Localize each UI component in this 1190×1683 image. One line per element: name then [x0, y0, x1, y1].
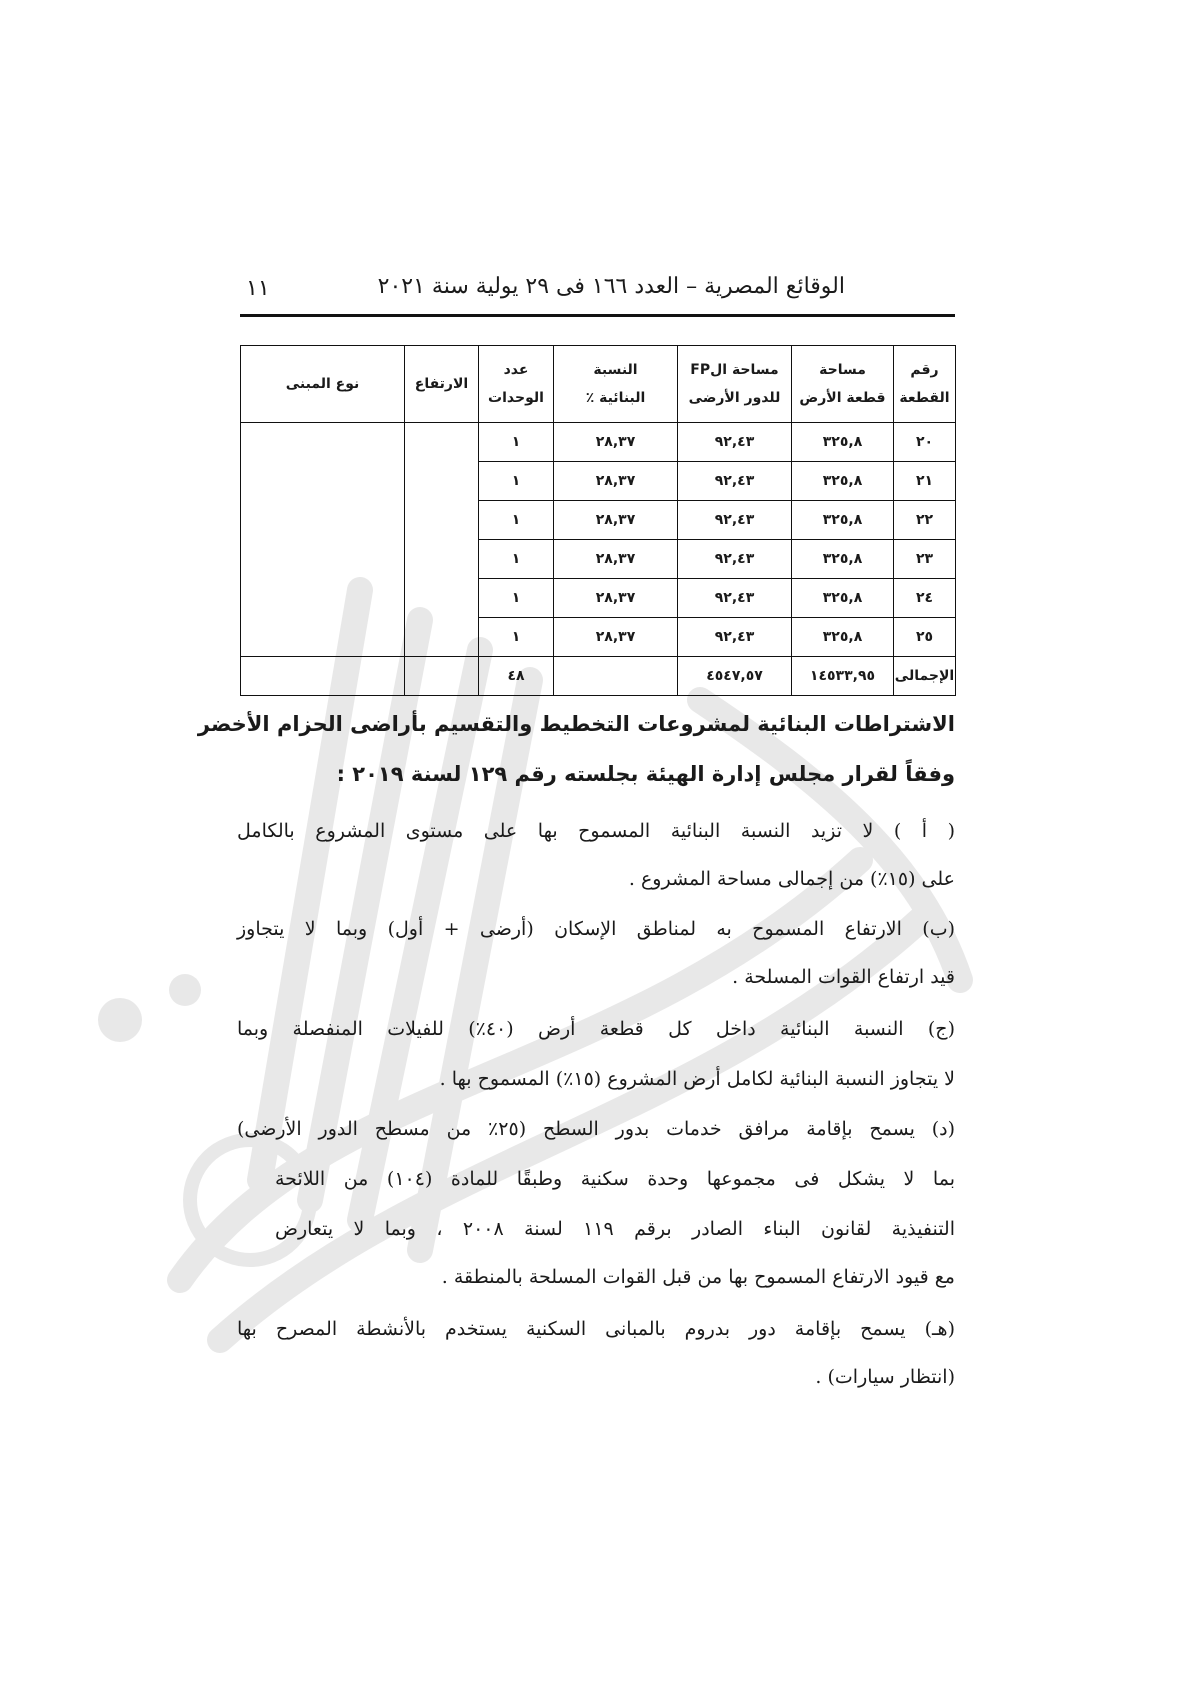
col-header-ratio: النسبة البنائية ٪	[554, 346, 678, 423]
cell-plot: ٢٣	[894, 540, 956, 579]
cell-ratio: ٢٨,٣٧	[554, 462, 678, 501]
total-label: الإجمالى	[894, 657, 956, 696]
cell-plot: ٢١	[894, 462, 956, 501]
cell-units: ١	[479, 423, 554, 462]
total-type	[241, 657, 405, 696]
cell-plot: ٢٠	[894, 423, 956, 462]
cell-area: ٣٢٥,٨	[792, 540, 894, 579]
cell-area: ٣٢٥,٨	[792, 462, 894, 501]
total-fp: ٤٥٤٧,٥٧	[678, 657, 792, 696]
cell-ratio: ٢٨,٣٧	[554, 540, 678, 579]
col-header-building-type: نوع المبنى	[241, 346, 405, 423]
cell-ratio: ٢٨,٣٧	[554, 501, 678, 540]
cell-fp: ٩٢,٤٣	[678, 540, 792, 579]
cell-units: ١	[479, 462, 554, 501]
cell-ratio: ٢٨,٣٧	[554, 618, 678, 657]
cell-type-merged	[241, 423, 405, 657]
col-header-fp: مساحة الFP للدور الأرضى	[678, 346, 792, 423]
cell-fp: ٩٢,٤٣	[678, 462, 792, 501]
cell-fp: ٩٢,٤٣	[678, 501, 792, 540]
gazette-title: الوقائع المصرية – العدد ١٦٦ فى ٢٩ يولية سنة ٢٠٢١	[377, 274, 845, 299]
table-header-row	[241, 346, 956, 423]
section-heading-line2: وفقاً لقرار مجلس إدارة الهيئة بجلسته رقم ١٢٩ لسنة ٢٠١٩ :	[336, 762, 955, 786]
total-ratio	[554, 657, 678, 696]
cell-area: ٣٢٥,٨	[792, 618, 894, 657]
page-number: ١١	[246, 276, 270, 301]
cell-height-merged	[405, 423, 479, 657]
table-total-row	[241, 657, 956, 696]
col-header-plot: رقم القطعة	[894, 346, 956, 423]
cell-area: ٣٢٥,٨	[792, 579, 894, 618]
cell-area: ٣٢٥,٨	[792, 423, 894, 462]
table-row	[241, 423, 956, 462]
col-header-area: مساحة قطعة الأرض	[792, 346, 894, 423]
cell-ratio: ٢٨,٣٧	[554, 423, 678, 462]
page-header	[240, 268, 955, 317]
cell-fp: ٩٢,٤٣	[678, 618, 792, 657]
cell-plot: ٢٤	[894, 579, 956, 618]
cell-plot: ٢٢	[894, 501, 956, 540]
cell-plot: ٢٥	[894, 618, 956, 657]
total-area: ١٤٥٣٣,٩٥	[792, 657, 894, 696]
col-header-height: الارتفاع	[405, 346, 479, 423]
cell-units: ١	[479, 540, 554, 579]
cell-units: ١	[479, 618, 554, 657]
cell-fp: ٩٢,٤٣	[678, 579, 792, 618]
total-units: ٤٨	[479, 657, 554, 696]
cell-ratio: ٢٨,٣٧	[554, 579, 678, 618]
cell-fp: ٩٢,٤٣	[678, 423, 792, 462]
col-header-units: عدد الوحدات	[479, 346, 554, 423]
cell-units: ١	[479, 501, 554, 540]
plots-table	[240, 345, 956, 696]
cell-area: ٣٢٥,٨	[792, 501, 894, 540]
total-height	[405, 657, 479, 696]
section-heading-line1: الاشتراطات البنائية لمشروعات التخطيط والتقسيم بأراضى الحزام الأخضر	[197, 712, 955, 736]
cell-units: ١	[479, 579, 554, 618]
